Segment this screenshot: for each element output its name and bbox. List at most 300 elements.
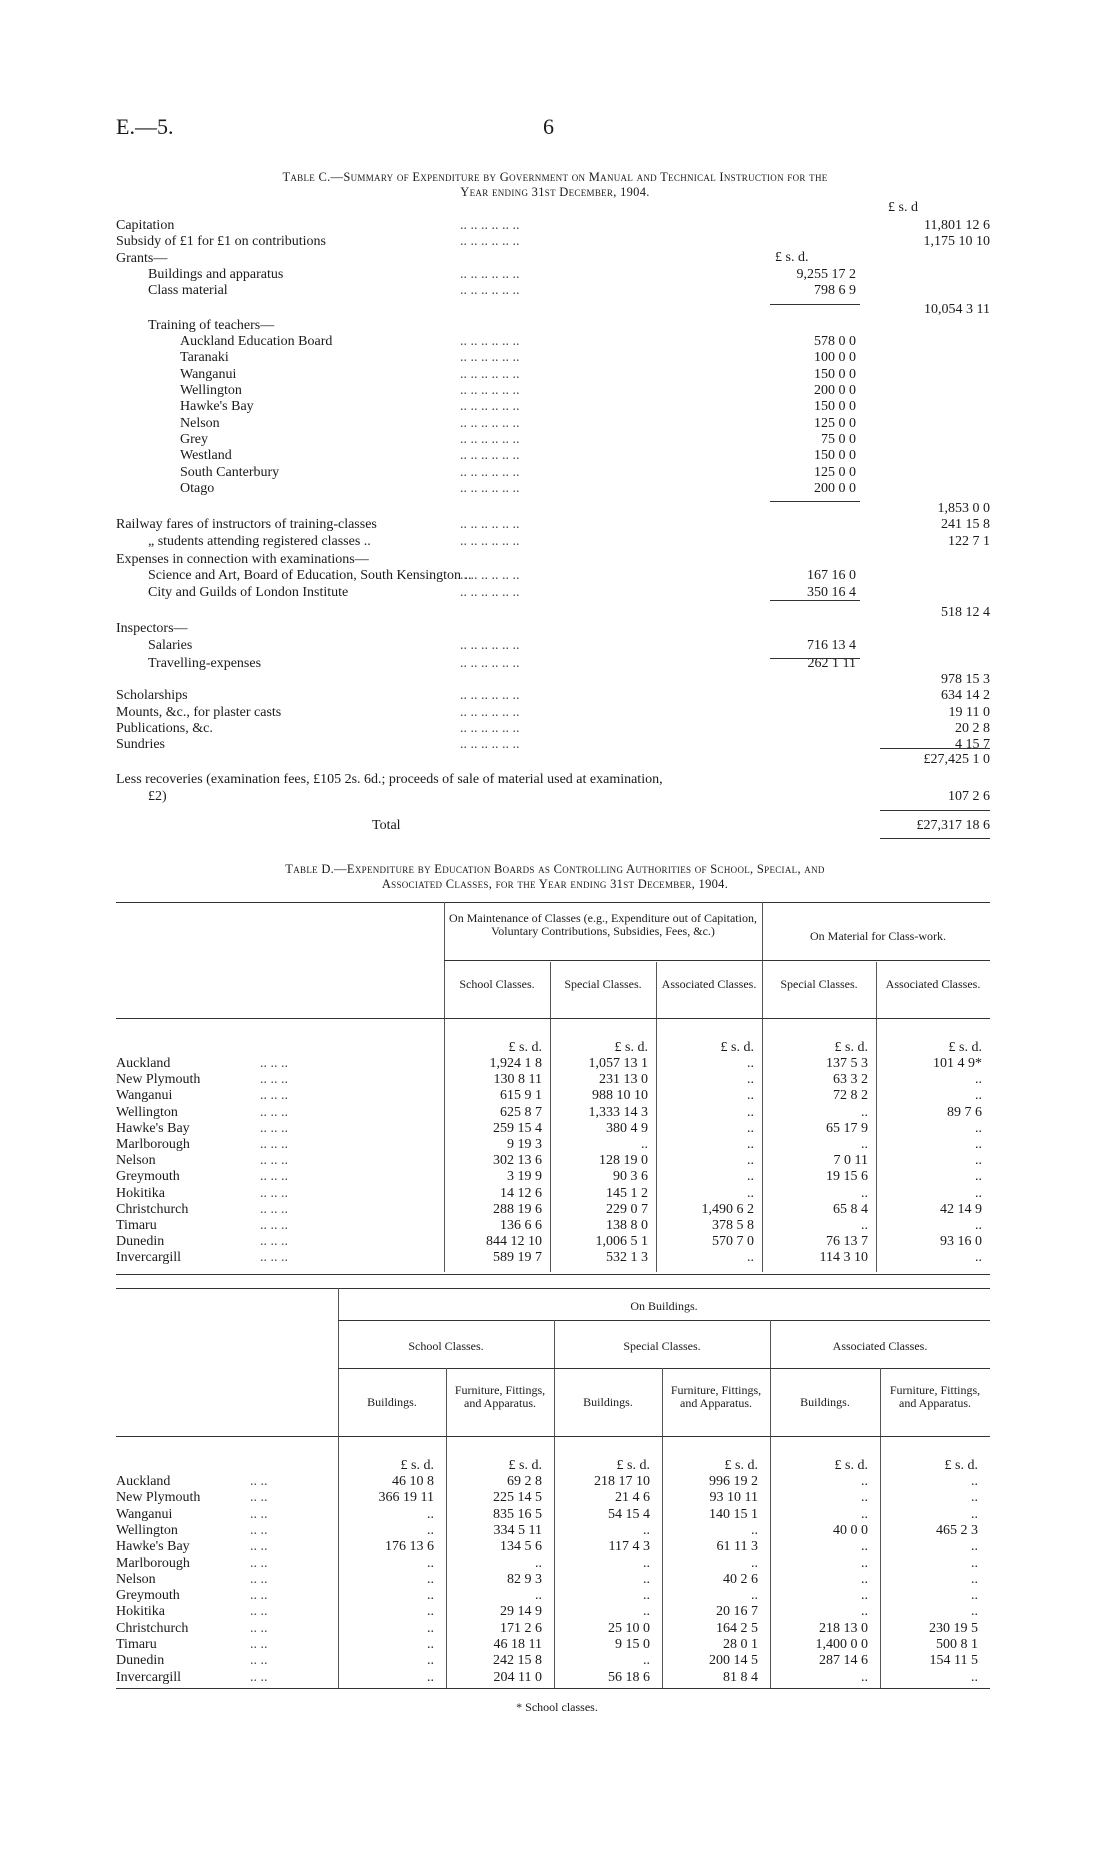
leader-dots: .. .. .. .. .. .. bbox=[460, 283, 520, 299]
leader-dots: .. .. .. .. .. .. bbox=[460, 688, 520, 704]
table-e-value: .. bbox=[861, 1588, 868, 1604]
group-header-material: On Material for Class-work. bbox=[810, 929, 946, 943]
table-c-row-label: Wellington bbox=[180, 383, 242, 398]
unit-header: £ s. d. bbox=[944, 1458, 978, 1473]
unit-header: £ s. d. bbox=[720, 1040, 754, 1055]
leader-dots: .. .. .. bbox=[260, 1234, 288, 1250]
table-e-value: 996 19 2 bbox=[709, 1474, 758, 1489]
table-e-value: 218 13 0 bbox=[819, 1620, 868, 1636]
table-e-value: .. bbox=[643, 1571, 650, 1587]
leader-dots: .. .. bbox=[250, 1474, 268, 1489]
table-c-inner-value: 350 16 4 bbox=[807, 584, 856, 600]
table-e-value: 465 2 3 bbox=[936, 1522, 978, 1538]
table-c-row-label: Mounts, &c., for plaster casts bbox=[116, 704, 282, 720]
leader-dots: .. .. .. .. .. .. bbox=[460, 533, 520, 549]
table-c-outer-value: 634 14 2 bbox=[941, 688, 990, 704]
column-header: School Classes. bbox=[459, 977, 535, 991]
leader-dots: .. .. bbox=[250, 1637, 268, 1652]
table-c-row-label: Training of teachers— bbox=[148, 317, 275, 333]
leader-dots: .. .. .. .. .. .. bbox=[460, 637, 520, 653]
table-e-row-name: Hawke's Bay bbox=[116, 1539, 190, 1555]
table-top-rule bbox=[116, 902, 990, 903]
table-d-value: 625 8 7 bbox=[500, 1104, 542, 1120]
table-d-value: .. bbox=[861, 1218, 868, 1233]
table-e-row-name: Greymouth bbox=[116, 1588, 180, 1604]
subtotal-rule bbox=[770, 658, 860, 659]
table-d-value: .. bbox=[747, 1185, 754, 1201]
leader-dots: .. .. .. .. .. .. bbox=[460, 399, 520, 415]
table-d-value: .. bbox=[747, 1250, 754, 1266]
table-e-value: .. bbox=[861, 1539, 868, 1555]
table-d-value: .. bbox=[975, 1218, 982, 1233]
unit-header: £ s. d. bbox=[616, 1458, 650, 1473]
table-e-value: .. bbox=[427, 1555, 434, 1571]
table-d-row-name: Nelson bbox=[116, 1153, 156, 1169]
table-e-value: 40 2 6 bbox=[723, 1571, 758, 1587]
table-e-row-name: Wanganui bbox=[116, 1506, 173, 1522]
table-e-value: 40 0 0 bbox=[833, 1522, 868, 1538]
table-e-value: .. bbox=[971, 1669, 978, 1685]
header-rule bbox=[116, 1018, 990, 1019]
table-d-value: .. bbox=[975, 1120, 982, 1136]
leader-dots: .. .. .. .. .. .. bbox=[460, 737, 520, 753]
table-d-value: 1,057 13 1 bbox=[588, 1056, 648, 1071]
group-header-maintenance: On Maintenance of Classes (e.g., Expenditure out of Capitation, Voluntary Contributions, Subsidies, Fees, &c.) bbox=[449, 911, 757, 938]
table-c-inner-value: 125 0 0 bbox=[814, 464, 856, 480]
table-bottom-rule bbox=[116, 1274, 990, 1275]
table-e-value: 835 16 5 bbox=[493, 1506, 542, 1522]
table-e-value: .. bbox=[427, 1653, 434, 1669]
table-e-row-name: Auckland bbox=[116, 1474, 171, 1489]
table-e-value: 46 10 8 bbox=[392, 1474, 434, 1489]
table-e-value: .. bbox=[971, 1588, 978, 1604]
table-e-value: .. bbox=[643, 1588, 650, 1604]
table-c-row-label: Railway fares of instructors of training-classes bbox=[116, 517, 377, 533]
table-d-value: 76 13 7 bbox=[826, 1234, 868, 1250]
leader-dots: .. .. .. bbox=[260, 1153, 288, 1169]
table-e-value: .. bbox=[427, 1571, 434, 1587]
table-e-value: .. bbox=[971, 1604, 978, 1620]
table-e-value: 134 5 6 bbox=[500, 1539, 542, 1555]
leader-dots: .. .. bbox=[250, 1539, 268, 1555]
leader-dots: .. .. .. bbox=[260, 1201, 288, 1217]
table-e-value: .. bbox=[861, 1490, 868, 1506]
leader-dots: .. .. .. .. .. .. bbox=[460, 448, 520, 464]
table-c-outer-value: 518 12 4 bbox=[941, 604, 990, 620]
group-rule bbox=[444, 960, 990, 961]
report-code: E.—5. bbox=[116, 114, 174, 139]
table-d-value: 65 17 9 bbox=[826, 1120, 868, 1136]
table-d-value: .. bbox=[747, 1169, 754, 1185]
group-header: Associated Classes. bbox=[832, 1339, 928, 1353]
table-e-value: .. bbox=[427, 1588, 434, 1604]
subtotal-rule bbox=[770, 501, 860, 502]
table-d-row-name: Invercargill bbox=[116, 1250, 182, 1266]
table-e-value: .. bbox=[861, 1571, 868, 1587]
leader-dots: .. .. bbox=[250, 1669, 268, 1685]
table-c-row-label: City and Guilds of London Institute bbox=[148, 584, 349, 600]
table-d-row-name: Wellington bbox=[116, 1104, 178, 1120]
group-rule bbox=[338, 1320, 990, 1321]
group-header: School Classes. bbox=[408, 1339, 484, 1353]
table-e-value: 25 10 0 bbox=[608, 1620, 650, 1636]
table-e-row-name: Timaru bbox=[116, 1637, 157, 1652]
table-e-value: .. bbox=[643, 1555, 650, 1571]
table-e-value: .. bbox=[751, 1588, 758, 1604]
table-e-value: 230 19 5 bbox=[929, 1620, 978, 1636]
table-d-value: 302 13 6 bbox=[493, 1153, 542, 1169]
table-d-caption-2: Associated Classes, for the Year ending 31st December, 1904. bbox=[381, 877, 729, 891]
table-e-value: .. bbox=[535, 1588, 542, 1604]
column-header: Special Classes. bbox=[780, 977, 858, 991]
column-header: Associated Classes. bbox=[885, 977, 981, 991]
leader-dots: .. .. bbox=[250, 1571, 268, 1587]
table-d-value: .. bbox=[747, 1088, 754, 1104]
column-header: Special Classes. bbox=[564, 977, 642, 991]
table-d-value: 65 8 4 bbox=[833, 1201, 868, 1217]
leader-dots: .. .. .. .. .. .. bbox=[460, 480, 520, 496]
unit-header: £ s. d. bbox=[724, 1458, 758, 1473]
leader-dots: .. .. .. .. .. .. bbox=[460, 568, 520, 584]
leader-dots: .. .. .. bbox=[260, 1088, 288, 1104]
table-d-value: 93 16 0 bbox=[940, 1234, 982, 1250]
column-header: Buildings. bbox=[583, 1395, 633, 1409]
table-c-caption-1: Table C.—Summary of Expenditure by Government on Manual and Technical Instruction for the bbox=[282, 170, 828, 184]
column-header: Furniture, Fittings, and Apparatus. bbox=[454, 1383, 546, 1410]
table-d-value: .. bbox=[747, 1104, 754, 1120]
less-recoveries-value: 107 2 6 bbox=[948, 789, 990, 804]
leader-dots: .. .. .. .. .. .. bbox=[460, 517, 520, 533]
table-c-row-label: Nelson bbox=[180, 415, 220, 431]
col-head-inner: £ s. d. bbox=[775, 250, 809, 265]
subtotal-rule bbox=[770, 600, 860, 601]
table-c-outer-value: 978 15 3 bbox=[941, 672, 990, 688]
table-e-value: 54 15 4 bbox=[608, 1506, 650, 1522]
table-e-value: 9 15 0 bbox=[615, 1637, 650, 1652]
table-e-value: .. bbox=[861, 1506, 868, 1522]
leader-dots: .. .. bbox=[250, 1506, 268, 1522]
table-c-row-label: Otago bbox=[180, 480, 215, 496]
table-c-inner-value: 262 1 11 bbox=[807, 655, 856, 671]
table-d-value: .. bbox=[975, 1072, 982, 1088]
leader-dots: .. .. .. .. .. .. bbox=[460, 721, 520, 736]
table-e-row-name: Dunedin bbox=[116, 1653, 165, 1669]
leader-dots: .. .. .. bbox=[260, 1185, 288, 1201]
table-c-row-label: Wanganui bbox=[180, 366, 237, 382]
table-d-value: 136 6 6 bbox=[500, 1218, 542, 1233]
table-d-value: .. bbox=[747, 1153, 754, 1169]
table-d-row-name: Christchurch bbox=[116, 1201, 189, 1217]
table-d-value: 844 12 10 bbox=[486, 1234, 542, 1250]
table-d-value: 259 15 4 bbox=[493, 1120, 542, 1136]
leader-dots: .. .. .. .. .. .. bbox=[460, 431, 520, 447]
table-d-value: 130 8 11 bbox=[493, 1072, 542, 1088]
footnote: * School classes. bbox=[516, 1700, 598, 1714]
table-d-value: 532 1 3 bbox=[606, 1250, 648, 1266]
table-d-value: .. bbox=[975, 1153, 982, 1169]
table-d-value: 1,924 1 8 bbox=[489, 1056, 542, 1071]
leader-dots: .. .. .. bbox=[260, 1218, 288, 1233]
table-d-value: 288 19 6 bbox=[493, 1201, 542, 1217]
table-d-value: 72 8 2 bbox=[833, 1088, 868, 1104]
table-c-outer-value: 20 2 8 bbox=[955, 721, 990, 736]
table-d-value: 138 8 0 bbox=[606, 1218, 648, 1233]
table-e-value: 334 5 11 bbox=[493, 1522, 542, 1538]
table-d-row-name: Greymouth bbox=[116, 1169, 180, 1185]
table-d-row-name: Dunedin bbox=[116, 1234, 165, 1250]
page-number: 6 bbox=[543, 114, 554, 139]
table-e-value: 69 2 8 bbox=[507, 1474, 542, 1489]
table-d-value: 1,006 5 1 bbox=[595, 1234, 648, 1250]
table-c-row-label: Buildings and apparatus bbox=[148, 266, 284, 282]
total-rule bbox=[880, 838, 990, 839]
leader-dots: .. .. .. .. .. .. bbox=[460, 366, 520, 382]
table-e-row-name: Nelson bbox=[116, 1571, 156, 1587]
unit-header: £ s. d. bbox=[400, 1458, 434, 1473]
table-c-row-label: Salaries bbox=[148, 637, 193, 653]
table-e-value: 56 18 6 bbox=[608, 1669, 650, 1685]
table-c-outer-value: 11,801 12 6 bbox=[924, 218, 990, 233]
leader-dots: .. .. bbox=[250, 1522, 268, 1538]
table-e-value: .. bbox=[427, 1522, 434, 1538]
total-rule bbox=[880, 810, 990, 811]
table-d-value: .. bbox=[975, 1185, 982, 1201]
leader-dots: .. .. .. .. .. .. bbox=[460, 383, 520, 398]
total-value: £27,317 18 6 bbox=[916, 818, 990, 833]
table-e-value: 200 14 5 bbox=[709, 1653, 758, 1669]
leader-dots: .. .. .. bbox=[260, 1137, 288, 1152]
table-c-row-label: South Canterbury bbox=[180, 464, 280, 480]
table-bottom-rule bbox=[116, 1688, 990, 1689]
table-e-value: 29 14 9 bbox=[500, 1604, 542, 1620]
table-e-row-name: Hokitika bbox=[116, 1604, 165, 1620]
table-c-inner-value: 150 0 0 bbox=[814, 448, 856, 464]
table-c-row-label: Publications, &c. bbox=[116, 721, 213, 736]
leader-dots: .. .. .. .. .. .. bbox=[460, 350, 520, 366]
group-rule bbox=[338, 1368, 990, 1369]
total-rule bbox=[880, 748, 990, 749]
table-e-value: 242 15 8 bbox=[493, 1653, 542, 1669]
total-label: Total bbox=[372, 818, 401, 833]
table-e-value: .. bbox=[427, 1637, 434, 1652]
table-e-value: .. bbox=[861, 1669, 868, 1685]
table-c-outer-value: 4 15 7 bbox=[955, 737, 990, 753]
table-e-value: .. bbox=[971, 1506, 978, 1522]
column-header: Buildings. bbox=[800, 1395, 850, 1409]
table-d-value: 63 3 2 bbox=[833, 1072, 868, 1088]
table-e-value: .. bbox=[535, 1555, 542, 1571]
leader-dots: .. .. .. .. .. .. bbox=[460, 704, 520, 720]
leader-dots: .. .. .. bbox=[260, 1250, 288, 1266]
table-e-value: 204 11 0 bbox=[493, 1669, 542, 1685]
table-d-value: .. bbox=[641, 1137, 648, 1152]
table-c-row-label: Westland bbox=[180, 448, 232, 464]
table-c-inner-value: 150 0 0 bbox=[814, 399, 856, 415]
table-e-value: .. bbox=[751, 1555, 758, 1571]
table-c-inner-value: 200 0 0 bbox=[814, 383, 856, 398]
table-d-value: 1,333 14 3 bbox=[588, 1104, 648, 1120]
table-e-value: .. bbox=[971, 1490, 978, 1506]
table-d-value: 145 1 2 bbox=[606, 1185, 648, 1201]
table-e-value: 176 13 6 bbox=[385, 1539, 434, 1555]
table-e-value: 154 11 5 bbox=[929, 1653, 978, 1669]
leader-dots: .. .. .. .. .. .. bbox=[460, 334, 520, 350]
table-e-value: .. bbox=[971, 1539, 978, 1555]
leader-dots: .. .. bbox=[250, 1604, 268, 1620]
table-e-row-name: Wellington bbox=[116, 1522, 178, 1538]
table-d-value: 137 5 3 bbox=[826, 1056, 868, 1071]
table-e-value: .. bbox=[427, 1506, 434, 1522]
table-e-value: 93 10 11 bbox=[709, 1490, 758, 1506]
table-d-value: 3 19 9 bbox=[507, 1169, 542, 1185]
table-d-value: 42 14 9 bbox=[940, 1201, 982, 1217]
table-e-value: 117 4 3 bbox=[608, 1539, 650, 1555]
table-d-value: 128 19 0 bbox=[599, 1153, 648, 1169]
table-d-value: 615 9 1 bbox=[500, 1088, 542, 1104]
table-c-row-label: Auckland Education Board bbox=[180, 334, 333, 350]
table-d-value: .. bbox=[975, 1137, 982, 1152]
table-d-value: .. bbox=[861, 1137, 868, 1152]
table-d-value: .. bbox=[975, 1169, 982, 1185]
table-d-value: .. bbox=[861, 1185, 868, 1201]
top-header: On Buildings. bbox=[630, 1299, 698, 1313]
table-c-inner-value: 578 0 0 bbox=[814, 334, 856, 350]
subtotal-rule bbox=[770, 304, 860, 305]
table-e-value: 218 17 10 bbox=[594, 1474, 650, 1489]
table-e-value: 225 14 5 bbox=[493, 1490, 542, 1506]
table-d-value: 9 19 3 bbox=[507, 1137, 542, 1152]
table-e-value: .. bbox=[427, 1604, 434, 1620]
table-d-value: 19 15 6 bbox=[826, 1169, 868, 1185]
table-e-value: 28 0 1 bbox=[723, 1637, 758, 1652]
table-c-inner-value: 798 6 9 bbox=[814, 283, 856, 299]
table-e-value: .. bbox=[971, 1474, 978, 1489]
table-c-outer-value: 1,175 10 10 bbox=[923, 234, 990, 250]
subtotal-value: £27,425 1 0 bbox=[923, 752, 990, 767]
leader-dots: .. .. .. .. .. .. bbox=[460, 218, 520, 233]
leader-dots: .. .. bbox=[250, 1490, 268, 1506]
unit-header: £ s. d. bbox=[834, 1458, 868, 1473]
table-d-value: 90 3 6 bbox=[613, 1169, 648, 1185]
leader-dots: .. .. .. .. .. .. bbox=[460, 234, 520, 250]
table-e-value: .. bbox=[643, 1522, 650, 1538]
table-d-value: 570 7 0 bbox=[712, 1234, 754, 1250]
table-d-value: 380 4 9 bbox=[606, 1120, 648, 1136]
table-c-inner-value: 100 0 0 bbox=[814, 350, 856, 366]
less-recoveries-2: £2) bbox=[148, 789, 167, 804]
table-d-row-name: Hawke's Bay bbox=[116, 1120, 190, 1136]
table-d-value: .. bbox=[747, 1056, 754, 1071]
leader-dots: .. .. .. bbox=[260, 1072, 288, 1088]
table-e-value: .. bbox=[861, 1474, 868, 1489]
col-head-outer: £ s. d bbox=[888, 200, 918, 215]
table-e-value: .. bbox=[643, 1604, 650, 1620]
table-c-row-label: Subsidy of £1 for £1 on contributions bbox=[116, 234, 326, 250]
table-d-value: .. bbox=[747, 1120, 754, 1136]
table-c-row-label: Taranaki bbox=[180, 350, 229, 366]
table-d-row-name: Marlborough bbox=[116, 1137, 190, 1152]
table-d-value: .. bbox=[747, 1137, 754, 1152]
table-d-value: .. bbox=[975, 1250, 982, 1266]
leader-dots: .. .. bbox=[250, 1620, 268, 1636]
table-d-value: 14 12 6 bbox=[500, 1185, 542, 1201]
table-e-value: 500 8 1 bbox=[936, 1637, 978, 1652]
unit-header: £ s. d. bbox=[614, 1040, 648, 1055]
table-d-value: .. bbox=[861, 1104, 868, 1120]
unit-header: £ s. d. bbox=[948, 1040, 982, 1055]
column-header: Furniture, Fittings, and Apparatus. bbox=[889, 1383, 981, 1410]
table-e-value: 164 2 5 bbox=[716, 1620, 758, 1636]
table-e-value: 46 18 11 bbox=[493, 1637, 542, 1652]
table-e-row-name: Marlborough bbox=[116, 1555, 190, 1571]
table-c-inner-value: 150 0 0 bbox=[814, 366, 856, 382]
table-d-value: 89 7 6 bbox=[947, 1104, 982, 1120]
table-c-outer-value: 122 7 1 bbox=[948, 533, 990, 549]
less-recoveries-1: Less recoveries (examination fees, £105 2s. 6d.; proceeds of sale of material used at examination, bbox=[116, 772, 663, 787]
leader-dots: .. .. bbox=[250, 1555, 268, 1571]
leader-dots: .. .. bbox=[250, 1588, 268, 1604]
table-c-row-label: Expenses in connection with examinations— bbox=[116, 552, 369, 567]
table-d-value: 378 5 8 bbox=[712, 1218, 754, 1233]
unit-header: £ s. d. bbox=[508, 1040, 542, 1055]
table-c-inner-value: 200 0 0 bbox=[814, 480, 856, 496]
table-d-row-name: New Plymouth bbox=[116, 1072, 201, 1088]
leader-dots: .. .. .. bbox=[260, 1169, 288, 1185]
table-c-inner-value: 716 13 4 bbox=[807, 637, 856, 653]
table-d-value: 229 0 7 bbox=[606, 1201, 648, 1217]
table-e-value: 366 19 11 bbox=[378, 1490, 434, 1506]
table-c-row-label: Grey bbox=[180, 431, 208, 447]
table-e-value: .. bbox=[643, 1653, 650, 1669]
table-c-row-label: Class material bbox=[148, 283, 228, 299]
table-d-value: .. bbox=[975, 1088, 982, 1104]
leader-dots: .. .. bbox=[250, 1653, 268, 1669]
table-d-value: .. bbox=[747, 1072, 754, 1088]
table-e-row-name: New Plymouth bbox=[116, 1490, 201, 1506]
table-e-row-name: Invercargill bbox=[116, 1669, 182, 1685]
leader-dots: .. .. .. bbox=[260, 1104, 288, 1120]
table-d-row-name: Hokitika bbox=[116, 1185, 165, 1201]
table-e-value: .. bbox=[861, 1555, 868, 1571]
table-d-value: 1,490 6 2 bbox=[701, 1201, 754, 1217]
table-c-row-label: Capitation bbox=[116, 218, 175, 233]
table-e-value: .. bbox=[971, 1555, 978, 1571]
table-c-outer-value: 10,054 3 11 bbox=[924, 301, 990, 317]
leader-dots: .. .. .. bbox=[260, 1056, 288, 1071]
table-c-inner-value: 75 0 0 bbox=[821, 431, 856, 447]
table-d-value: 7 0 11 bbox=[833, 1153, 868, 1169]
table-e-value: 1,400 0 0 bbox=[815, 1637, 868, 1652]
table-c-outer-value: 241 15 8 bbox=[941, 517, 990, 533]
table-d-value: 114 3 10 bbox=[819, 1250, 868, 1266]
table-d-value: 101 4 9* bbox=[933, 1056, 982, 1071]
table-e-row-name: Christchurch bbox=[116, 1620, 189, 1636]
table-c-row-label: „ students attending registered classes .. bbox=[148, 533, 371, 549]
column-header: Furniture, Fittings, and Apparatus. bbox=[670, 1383, 762, 1410]
column-header: Buildings. bbox=[367, 1395, 417, 1409]
unit-header: £ s. d. bbox=[834, 1040, 868, 1055]
table-c-row-label: Scholarships bbox=[116, 688, 188, 704]
group-header: Special Classes. bbox=[623, 1339, 701, 1353]
leader-dots: .. .. .. bbox=[260, 1120, 288, 1136]
table-c-row-label: Grants— bbox=[116, 250, 168, 266]
table-c-inner-value: 167 16 0 bbox=[807, 568, 856, 584]
table-e-value: .. bbox=[427, 1669, 434, 1685]
table-e-value: 81 8 4 bbox=[723, 1669, 758, 1685]
table-e-value: .. bbox=[427, 1620, 434, 1636]
table-top-rule bbox=[116, 1288, 990, 1289]
header-rule bbox=[116, 1436, 990, 1437]
